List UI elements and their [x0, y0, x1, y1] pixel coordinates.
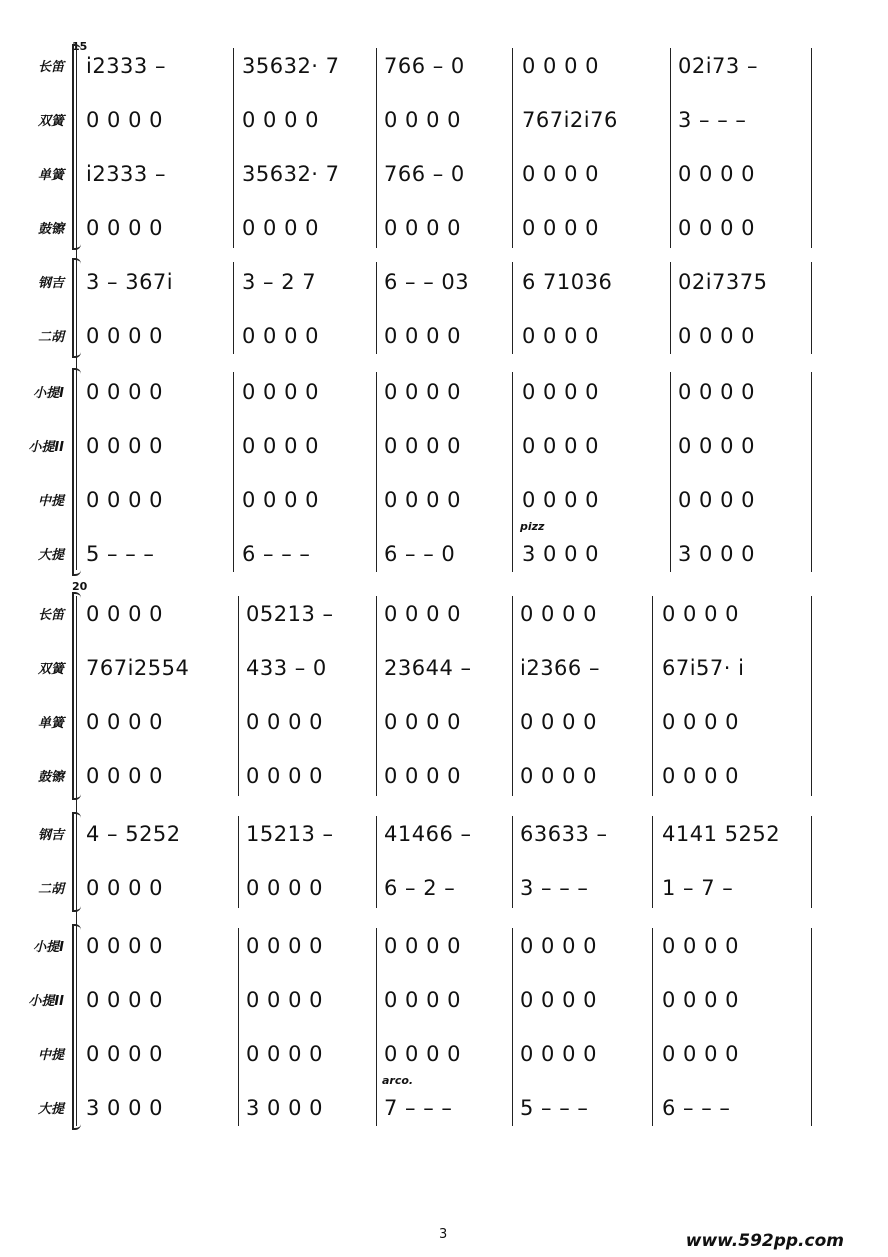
measure: 0 0 0 0 [522, 324, 599, 348]
measure: 0 0 0 0 [662, 1042, 739, 1066]
measure: 6 – – – [662, 1096, 731, 1120]
part-label: 单簧 [37, 168, 64, 183]
measure: 0 0 0 0 [384, 324, 461, 348]
part-label: 小提I [33, 386, 64, 401]
part-label: 双簧 [37, 662, 64, 677]
measure: 3 0 0 0 [246, 1096, 323, 1120]
measure: 766 – 0 [384, 54, 465, 78]
measure: 0 0 0 0 [246, 710, 323, 734]
measure: 0 0 0 0 [384, 108, 461, 132]
measure: 3 – – – [520, 876, 589, 900]
measure: 0 0 0 0 [522, 380, 599, 404]
part-row [0, 430, 888, 470]
measure: 0 0 0 0 [520, 602, 597, 626]
measure-number: 20 [72, 580, 88, 593]
measure-number: 15 [72, 40, 88, 53]
measure: 6 – 2 – [384, 876, 456, 900]
measure: 0 0 0 0 [384, 988, 461, 1012]
measure: 0 0 0 0 [86, 380, 163, 404]
measure: i2333 – [86, 54, 166, 78]
part-label: 中提 [37, 494, 64, 509]
measure: 6 71036 [522, 270, 613, 294]
measure: 1 – 7 – [662, 876, 734, 900]
measure: 7 – – – [384, 1096, 453, 1120]
part-row [0, 376, 888, 416]
measure: 0 0 0 0 [678, 488, 755, 512]
measure: 0 0 0 0 [662, 934, 739, 958]
measure: 0 0 0 0 [662, 710, 739, 734]
measure: 0 0 0 0 [662, 602, 739, 626]
measure: 0 0 0 0 [246, 1042, 323, 1066]
measure: 433 – 0 [246, 656, 327, 680]
measure: 3 – – – [678, 108, 747, 132]
measure: 63633 – [520, 822, 608, 846]
measure: 767i2554 [86, 656, 190, 680]
part-row [0, 104, 888, 144]
measure: 6 – – – [242, 542, 311, 566]
measure: 0 0 0 0 [520, 1042, 597, 1066]
measure: 0 0 0 0 [522, 162, 599, 186]
measure: 0 0 0 0 [86, 324, 163, 348]
part-label: 二胡 [37, 882, 64, 897]
part-row [0, 706, 888, 746]
measure: 0 0 0 0 [86, 216, 163, 240]
measure: 0 0 0 0 [520, 710, 597, 734]
part-row [0, 1092, 888, 1132]
measure: 23644 – [384, 656, 472, 680]
part-label: 小提I [33, 940, 64, 955]
measure: 0 0 0 0 [520, 764, 597, 788]
part-label: 二胡 [37, 330, 64, 345]
part-row [0, 872, 888, 912]
measure: 0 0 0 0 [678, 162, 755, 186]
part-label: 双簧 [37, 114, 64, 129]
measure: 0 0 0 0 [86, 602, 163, 626]
measure: 0 0 0 0 [246, 876, 323, 900]
measure: 0 0 0 0 [86, 434, 163, 458]
part-row [0, 320, 888, 360]
measure: 0 0 0 0 [522, 434, 599, 458]
measure: 0 0 0 0 [86, 988, 163, 1012]
part-label: 大提 [37, 1102, 64, 1117]
measure: 0 0 0 0 [242, 434, 319, 458]
measure: 0 0 0 0 [522, 54, 599, 78]
part-label: 长笛 [37, 60, 64, 75]
measure: 3 – 2 7 [242, 270, 317, 294]
measure: i2366 – [520, 656, 600, 680]
measure: 0 0 0 0 [384, 764, 461, 788]
measure: 67i57· i [662, 656, 745, 680]
measure: 0 0 0 0 [384, 380, 461, 404]
part-row [0, 212, 888, 252]
measure: 3 0 0 0 [678, 542, 755, 566]
measure: 05213 – [246, 602, 334, 626]
measure: 02i73 – [678, 54, 758, 78]
measure: 0 0 0 0 [384, 602, 461, 626]
measure: 0 0 0 0 [522, 216, 599, 240]
measure: 0 0 0 0 [86, 108, 163, 132]
measure: 0 0 0 0 [242, 488, 319, 512]
measure: 0 0 0 0 [242, 324, 319, 348]
part-label: 钢吉 [37, 276, 64, 291]
part-label: 中提 [37, 1048, 64, 1063]
part-row [0, 1038, 888, 1087]
part-row [0, 760, 888, 800]
measure: 0 0 0 0 [86, 876, 163, 900]
measure: 35632· 7 [242, 54, 340, 78]
measure: 0 0 0 0 [662, 764, 739, 788]
measure: 02i7375 [678, 270, 768, 294]
measure: 6 – – 03 [384, 270, 470, 294]
measure: 0 0 0 0 [246, 988, 323, 1012]
watermark-text: www.592pp.com [685, 1231, 844, 1251]
measure: 0 0 0 0 [678, 216, 755, 240]
measure: 0 0 0 0 [520, 988, 597, 1012]
part-row [0, 598, 888, 638]
measure: 6 – – 0 [384, 542, 456, 566]
part-row [0, 652, 888, 692]
measure: i2333 – [86, 162, 166, 186]
measure: 0 0 0 0 [662, 988, 739, 1012]
measure: 0 0 0 0 [384, 216, 461, 240]
measure: 0 0 0 0 [522, 488, 599, 512]
measure: 0 0 0 0 [86, 934, 163, 958]
measure: 0 0 0 0 [678, 380, 755, 404]
measure: 41466 – [384, 822, 472, 846]
part-row [0, 930, 888, 970]
measure: 766 – 0 [384, 162, 465, 186]
measure: 5 – – – [86, 542, 155, 566]
measure: 0 0 0 0 [242, 216, 319, 240]
part-label: 鼓镲 [37, 222, 64, 237]
measure: 0 0 0 0 [246, 934, 323, 958]
measure: 0 0 0 0 [384, 488, 461, 512]
measure: 0 0 0 0 [384, 710, 461, 734]
part-row [0, 50, 888, 90]
part-label: 钢吉 [37, 828, 64, 843]
measure: 0 0 0 0 [242, 380, 319, 404]
part-row [0, 266, 888, 306]
measure: 4141 5252 [662, 822, 781, 846]
part-row [0, 984, 888, 1024]
page-number: 3 [439, 1227, 448, 1242]
measure: 5 – – – [520, 1096, 589, 1120]
measure: 767i2i76 [522, 108, 618, 132]
part-row [0, 818, 888, 858]
arco-mark: arco. [382, 1074, 414, 1087]
measure: 0 0 0 0 [86, 1042, 163, 1066]
part-label: 小提II [28, 440, 64, 455]
part-row [0, 158, 888, 198]
measure: 0 0 0 0 [384, 434, 461, 458]
measure: 0 0 0 0 [86, 488, 163, 512]
measure: 0 0 0 0 [384, 934, 461, 958]
part-row [0, 484, 888, 533]
measure: 0 0 0 0 [242, 108, 319, 132]
measure: 35632· 7 [242, 162, 340, 186]
measure: 4 – 5252 [86, 822, 181, 846]
part-label: 大提 [37, 548, 64, 563]
pizz-mark: pizz [520, 520, 545, 533]
measure: 0 0 0 0 [86, 764, 163, 788]
measure: 3 0 0 0 [522, 542, 599, 566]
part-label: 小提II [28, 994, 64, 1009]
measure: 0 0 0 0 [384, 1042, 461, 1066]
measure: 0 0 0 0 [678, 434, 755, 458]
measure: 3 0 0 0 [86, 1096, 163, 1120]
measure: 15213 – [246, 822, 334, 846]
part-label: 单簧 [37, 716, 64, 731]
part-row [0, 538, 888, 578]
measure: 0 0 0 0 [86, 710, 163, 734]
measure: 0 0 0 0 [246, 764, 323, 788]
measure: 0 0 0 0 [678, 324, 755, 348]
part-label: 长笛 [37, 608, 64, 623]
measure: 3 – 367i [86, 270, 174, 294]
part-label: 鼓镲 [37, 770, 64, 785]
measure: 0 0 0 0 [520, 934, 597, 958]
